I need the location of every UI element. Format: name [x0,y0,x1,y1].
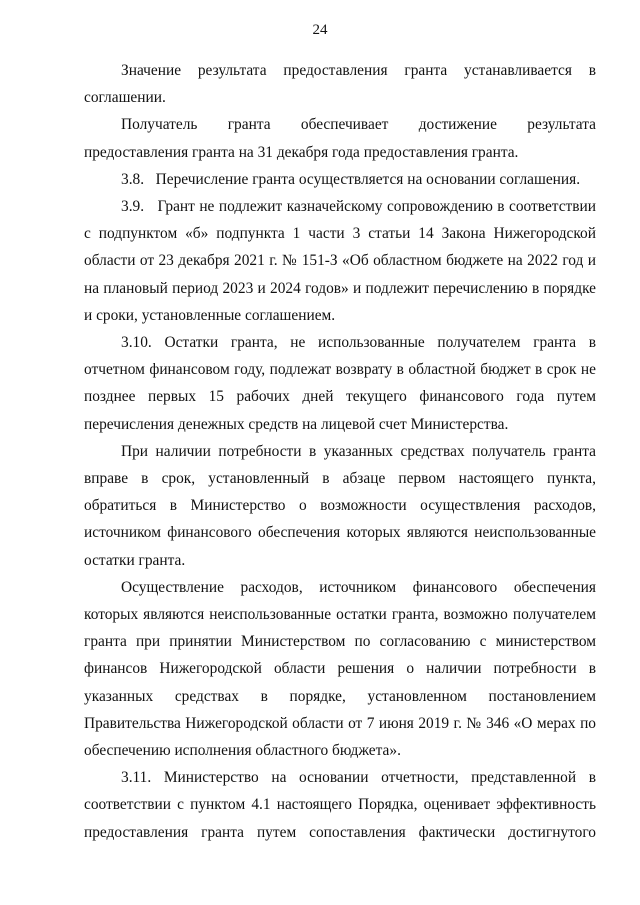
page-number: 24 [312,22,328,38]
paragraph-3-11: 3.11. Министерство на основании отчетности, представленной в соответствии с пунктом 4.1 настоящего Порядка, оценивает эффективность предоставления гранта путем сопоставления фактически достигнутого [84,769,596,841]
paragraph-needs: При наличии потребности в указанных средствах получатель гранта вправе в срок, установленный в абзаце первом настоящего пункта, обратиться в Министерство о возможности осуществления расходов, источником финансового обеспечения которых являются неиспользованные остатки гранта. [84,442,596,569]
paragraph-result-achievement: Получатель гранта обеспечивает достижение результата предоставления гранта на 31 декабря года предоставления гранта. [84,116,596,161]
paragraph-3-9: 3.9. Грант не подлежит казначейскому сопровождению в соответствии с подпунктом «б» подпункта 1 части 3 статьи 14 Закона Нижегородской области от 23 декабря 2021 г. № 151-З «Об областном бюджете на 2022 год и на плановый период 2023 и 2024 годов» и подлежит перечислению в порядке и сроки, установленные соглашением. [84,198,596,324]
document-body [84,57,596,846]
paragraph-result-value: Значение результата предоставления гранта устанавливается в соглашении. [84,62,596,107]
paragraph-3-8: 3.8. Перечисление гранта осуществляется на основании соглашения. [121,170,581,188]
paragraph-3-10: 3.10. Остатки гранта, не использованные получателем гранта в отчетном финансовом году, подлежат возврату в областной бюджет в срок не позднее первых 15 рабочих дней текущего финансового года путем перечисления денежных средств на лицевой счет Министерства. [84,334,596,433]
paragraph-expenses: Осуществление расходов, источником финансового обеспечения которых являются неиспользованные остатки гранта, возможно получателем гранта при принятии Министерством по согласованию с министерством финансов Нижегородской области решения о наличии потребности в указанных средствах в порядке, установленном постановлением Правительства Нижегородской области от 7 июня 2019 г. № 346 «О мерах по обеспечению исполнения областного бюджета». [84,578,596,760]
